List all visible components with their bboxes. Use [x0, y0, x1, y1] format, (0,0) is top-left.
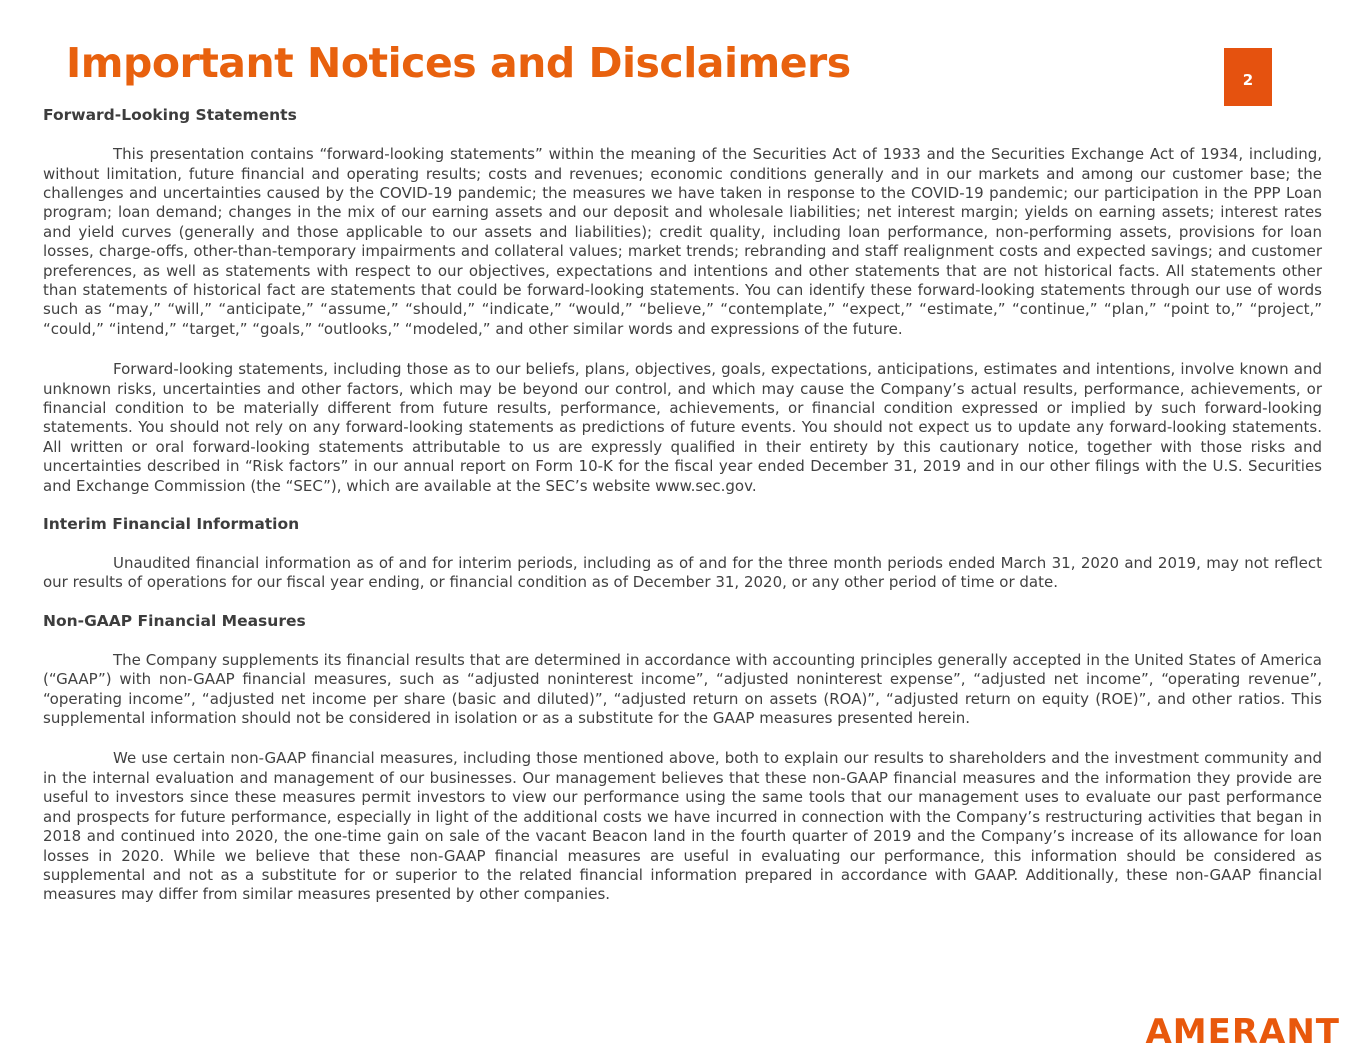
slide [0, 40, 1365, 1064]
paragraph: The Company supplements its financial results that are determined in accordance with accounting principles generally accepted in the United States of America (“GAAP”) with non-GAAP financial measures, such as “adjusted noninterest income”, “adjusted noninterest expense”, “adjusted net income”, “operating revenue”, “operating income”, “adjusted net income per share (basic and diluted)”, “adjusted return on assets (ROA)”, “adjusted return on equity (ROE)”, and other ratios. This supplemental information should not be considered in isolation or as a substitute for the GAAP measures presented herein. [43, 650, 1322, 728]
slide-body [0, 106, 1365, 905]
paragraph: This presentation contains “forward-looking statements” within the meaning of the Securities Act of 1933 and the Securities Exchange Act of 1934, including, without limitation, future financial and operating results; costs and revenues; economic conditions generally and in our markets and among our customer base; the challenges and uncertainties caused by the COVID-19 pandemic; the measures we have taken in response to the COVID-19 pandemic; our participation in the PPP Loan program; loan demand; changes in the mix of our earning assets and our deposit and wholesale liabilities; net interest margin; yields on earning assets; interest rates and yield curves (generally and those applicable to our assets and liabilities); credit quality, including loan performance, non-performing assets, provisions for loan losses, charge-offs, other-than-temporary impairments and collateral values; market trends; rebranding and staff realignment costs and expected savings; and customer preferences, as well as statements with respect to our objectives, expectations and intentions and other statements that are not historical facts. All statements other than statements of historical fact are statements that could be forward-looking statements. You can identify these forward-looking statements through our use of words such as “may,” “will,” “anticipate,” “assume,” “should,” “indicate,” “would,” “believe,” “contemplate,” “expect,” “estimate,” “continue,” “plan,” “point to,” “project,” “could,” “intend,” “target,” “goals,” “outlooks,” “modeled,” and other similar words and expressions of the future. [43, 145, 1322, 338]
slide-title: Important Notices and Disclaimers [66, 39, 851, 87]
paragraph: We use certain non-GAAP financial measures, including those mentioned above, both to explain our results to shareholders and the investment community and in the internal evaluation and management of our businesses. Our management believes that these non-GAAP financial measures and the information they provide are useful to investors since these measures permit investors to view our performance using the same tools that our management uses to evaluate our past performance and prospects for future performance, especially in light of the additional costs we have incurred in connection with the Company’s restructuring activities that began in 2018 and continued into 2020, the one-time gain on sale of the vacant Beacon land in the fourth quarter of 2019 and the Company’s increase of its allowance for loan losses in 2020. While we believe that these non-GAAP financial measures are useful in evaluating our performance, this information should be considered as supplemental and not as a substitute for or superior to the related financial information prepared in accordance with GAAP. Additionally, these non-GAAP financial measures may differ from similar measures presented by other companies. [43, 749, 1322, 904]
section-heading-forward-looking-statements: Forward-Looking Statements [43, 106, 297, 125]
section-non-gaap-financial-measures [43, 612, 1322, 905]
page-number: 2 [1242, 71, 1254, 89]
section-heading-non-gaap-financial-measures: Non-GAAP Financial Measures [43, 611, 306, 630]
section-heading-interim-financial-information: Interim Financial Information [43, 515, 300, 534]
section-interim-financial-information [43, 515, 1322, 593]
section-forward-looking-statements [43, 106, 1322, 496]
page-number-badge [1224, 48, 1272, 106]
paragraph: Unaudited financial information as of and for interim periods, including as of and for the three month periods ended March 31, 2020 and 2019, may not reflect our results of operations for our fiscal year ending, or financial condition as of December 31, 2020, or any other period of time or date. [43, 554, 1322, 592]
amerant-logo: AMERANT [1145, 1012, 1340, 1052]
paragraph: Forward-looking statements, including those as to our beliefs, plans, objectives, goals, expectations, anticipations, estimates and intentions, involve known and unknown risks, uncertainties and other factors, which may be beyond our control, and which may cause the Company’s actual results, performance, achievements, or financial condition to be materially different from future results, performance, achievements, or financial condition expressed or implied by such forward-looking statements. You should not rely on any forward-looking statements as predictions of future events. You should not expect us to update any forward-looking statements. All written or oral forward-looking statements attributable to us are expressly qualified in their entirety by this cautionary notice, together with those risks and uncertainties described in “Risk factors” in our annual report on Form 10-K for the fiscal year ended December 31, 2019 and in our other filings with the U.S. Securities and Exchange Commission (the “SEC”), which are available at the SEC’s website www.sec.gov. [43, 360, 1322, 495]
